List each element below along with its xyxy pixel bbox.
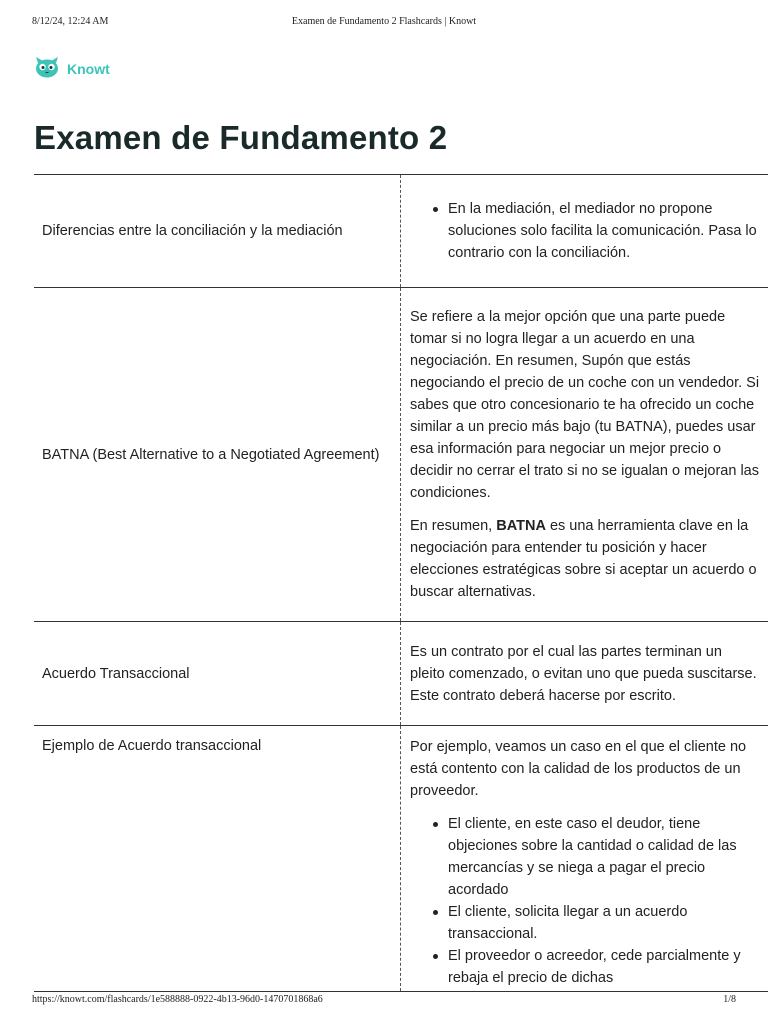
definition-bullet: En la mediación, el mediador no propone soluciones solo facilita la comunicación. Pasa lo contrario con la conciliación. — [410, 198, 760, 264]
flashcard-row — [34, 726, 768, 992]
flashcard-term: BATNA (Best Alternative to a Negotiated Agreement) — [34, 288, 401, 622]
definition-paragraph: En resumen, BATNA es una herramienta clave en la negociación para entender tu posición y hacer elecciones estratégicas sobre si aceptar un acuerdo o buscar alternativas. — [410, 518, 757, 600]
brand-logo[interactable] — [34, 57, 110, 81]
flashcard-term: Acuerdo Transaccional — [34, 622, 401, 726]
definition-bullet: El cliente, solicita llegar a un acuerdo transaccional. — [410, 901, 760, 945]
flashcard-row — [34, 622, 768, 726]
definition-bold-term: BATNA — [496, 518, 546, 534]
print-footer — [0, 994, 768, 1008]
flashcard-definition — [401, 622, 768, 726]
print-title: Examen de Fundamento 2 Flashcards | Knowt — [291, 16, 477, 27]
print-date: 8/12/24, 12:24 AM — [32, 16, 109, 27]
flashcards-table — [34, 174, 768, 992]
flashcard-row — [34, 175, 768, 288]
knowt-owl-logo-icon — [34, 56, 60, 83]
definition-bullet: El proveedor o acreedor, cede parcialmente y rebaja el precio de dichas — [410, 945, 760, 989]
definition-paragraph: Se refiere a la mejor opción que una parte puede tomar si no logra llegar a un acuerdo en una negociación. En resumen, Supón que estás negociando el precio de un coche con un vendedor. Si sabes que otro concesionario te ha ofrecido un coche similar a un precio más bajo (tu BATNA), puedes usar esa información para negociar un mejor precio o decidir no cerrar el trato si no se igualan o mejoran las condiciones. — [410, 309, 760, 501]
brand-name: Knowt — [67, 61, 110, 77]
flashcard-term: Ejemplo de Acuerdo transaccional — [34, 726, 401, 992]
flashcard-row — [34, 288, 768, 622]
definition-bullet: El cliente, en este caso el deudor, tiene objeciones sobre la cantidad o calidad de las mercancías y se niega a pagar el precio acordado — [410, 813, 760, 901]
flashcard-definition — [401, 726, 768, 992]
definition-paragraph: Es un contrato por el cual las partes terminan un pleito comenzado, o evitan uno que pueda suscitarse. Este contrato deberá hacerse por escrito. — [410, 643, 757, 704]
page-number: 1/8 — [723, 994, 736, 1005]
print-header — [0, 16, 768, 30]
flashcard-term: Diferencias entre la conciliación y la mediación — [34, 175, 401, 288]
print-url: https://knowt.com/flashcards/1e588888-0922-4b13-96d0-1470701868a6 — [32, 994, 323, 1005]
definition-paragraph: Por ejemplo, veamos un caso en el que el cliente no está contento con la calidad de los productos de un proveedor. — [410, 739, 747, 799]
flashcard-definition — [401, 175, 768, 288]
flashcard-definition — [401, 288, 768, 622]
page-title: Examen de Fundamento 2 — [34, 119, 448, 156]
